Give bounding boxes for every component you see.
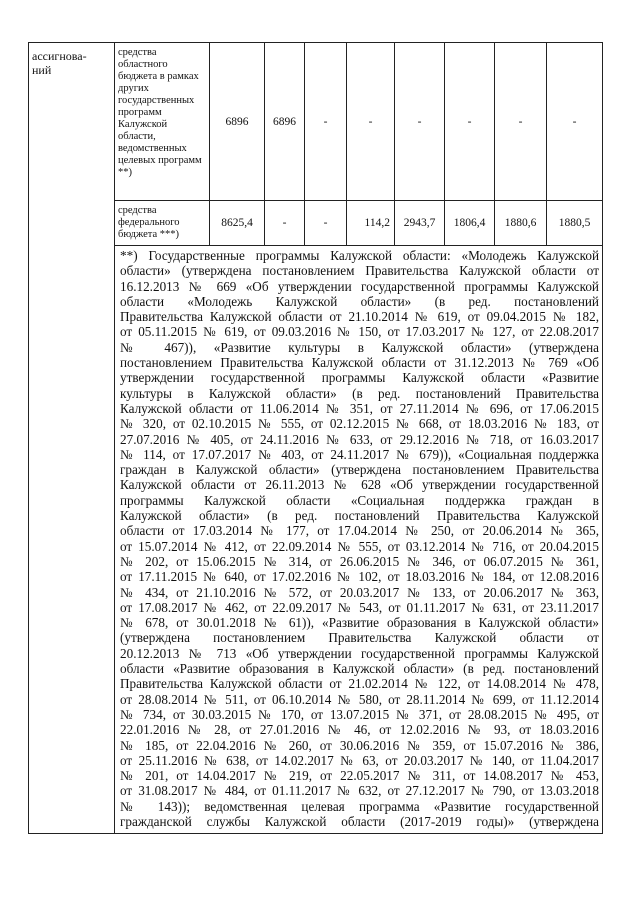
footnote-line: постановлением Правительства Калужской области от 31.12.2013 № 769 «Об bbox=[120, 355, 599, 371]
footnote-line: Правительства Калужской области от 21.02.2014 № 122, от 14.08.2014 № 478, bbox=[120, 676, 599, 692]
footnote-cell bbox=[115, 246, 603, 834]
cell-value: - bbox=[518, 115, 523, 128]
value-cell bbox=[547, 43, 603, 201]
footnote-line: № 202, от 15.06.2015 № 314, от 26.06.2015 № 346, от 06.07.2015 № 361, bbox=[120, 553, 599, 569]
footnote-line: области от 17.03.2014 № 177, от 17.04.2014 № 250, от 20.06.2014 № 365, bbox=[120, 523, 599, 539]
cell-value: - bbox=[323, 115, 328, 128]
value-cell bbox=[347, 201, 395, 246]
source-cell bbox=[115, 201, 210, 246]
footnote-line: области» (утверждена постановлением Правительства Калужской области от bbox=[120, 263, 599, 279]
cell-value: 1880,6 bbox=[504, 217, 537, 229]
footnote-line: утверждении государственной программы Калужской области «Развитие bbox=[120, 370, 599, 386]
cell-value: 1806,4 bbox=[453, 217, 486, 229]
cell-value: - bbox=[417, 115, 422, 128]
cell-value: 2943,7 bbox=[403, 217, 436, 229]
footnote-line: № 734, от 30.03.2015 № 170, от 13.07.2015 № 371, от 28.08.2015 № 495, от bbox=[120, 706, 599, 722]
cell-value: - bbox=[282, 217, 287, 229]
footnote-line: области «Молодежь Калужской области» (в ред. постановлений bbox=[120, 293, 599, 309]
footnote-line: № 201, от 14.04.2017 № 219, от 22.05.2017 № 311, от 14.08.2017 № 453, bbox=[120, 768, 599, 784]
allocations-label: ассигнова- ний bbox=[32, 49, 87, 77]
footnote-line: от 15.07.2014 № 412, от 22.09.2014 № 555, от 03.12.2014 № 716, от 20.04.2015 bbox=[120, 538, 599, 554]
footnote-line: **) Государственные программы Калужской области: «Молодежь Калужской bbox=[120, 248, 599, 263]
value-cell bbox=[395, 201, 445, 246]
footnote-line: культуры в Калужской области» (в ред. постановлений Правительства bbox=[120, 385, 599, 401]
footnote-line: области «Развитие образования в Калужской области» (в ред. постановлений bbox=[120, 661, 599, 677]
value-cell bbox=[305, 201, 347, 246]
footnote-line: (утверждена постановлением Правительства Калужской области от bbox=[120, 630, 599, 646]
footnote-line: от 28.08.2014 № 511, от 06.10.2014 № 580, от 28.11.2014 № 699, от 11.12.2014 bbox=[120, 691, 599, 707]
cell-value: 8625,4 bbox=[221, 217, 253, 229]
footnote-line: Калужской области от 11.06.2014 № 351, от 27.11.2014 № 696, от 17.06.2015 bbox=[120, 400, 599, 416]
value-cell bbox=[495, 43, 547, 201]
value-cell bbox=[547, 201, 603, 246]
table-row-federal-budget bbox=[29, 201, 603, 246]
source-cell bbox=[115, 43, 210, 201]
footnote-line: граждан в Калужской области» (утверждена постановлением Правительства bbox=[120, 462, 599, 478]
value-cell bbox=[265, 201, 305, 246]
footnote-line: от 31.08.2017 № 484, от 01.11.2017 № 632, от 27.12.2017 № 790, от 13.03.2018 bbox=[120, 783, 599, 799]
table-row-regional-budget bbox=[29, 43, 603, 201]
footnote-line: Правительства Калужской области от 21.10.2014 № 619, от 09.04.2015 № 182, bbox=[120, 309, 599, 325]
value-cell bbox=[395, 43, 445, 201]
footnote-text bbox=[120, 248, 599, 829]
footnote-line: № 467)), «Развитие культуры в Калужской области» (утверждена bbox=[120, 339, 599, 355]
cell-value: - bbox=[572, 115, 577, 128]
cell-value: 6896 bbox=[225, 115, 249, 128]
footnote-line: 16.12.2013 № 669 «Об утверждении государственной программы Калужской bbox=[120, 278, 599, 294]
cell-value: - bbox=[467, 115, 472, 128]
footnote-line: № 678, от 30.01.2018 № 61)), «Развитие образования в Калужской области» bbox=[120, 615, 599, 631]
document-page bbox=[28, 42, 602, 834]
footnote-line: Калужской области от 26.11.2013 № 628 «Об утверждении государственной bbox=[120, 477, 599, 493]
footnote-line: № 114, от 17.07.2017 № 403, от 24.11.2017 № 679)), «Социальная поддержка bbox=[120, 446, 599, 462]
cell-value: - bbox=[368, 115, 373, 128]
value-cell bbox=[445, 43, 495, 201]
value-cell bbox=[495, 201, 547, 246]
cell-value: 6896 bbox=[273, 115, 296, 128]
footnote-line: № 143)); ведомственная целевая программа «Развитие государственной bbox=[120, 798, 599, 814]
source-label: средства областного бюджета в рамках других государственных программ Калужской области, ведомственных целевых программ **) bbox=[118, 47, 202, 178]
footnote-line: 22.01.2016 № 28, от 27.01.2016 № 46, от 12.02.2016 № 93, от 18.03.2016 bbox=[120, 722, 599, 738]
footnote-line: 20.12.2013 № 713 «Об утверждении государственной программы Калужской bbox=[120, 645, 599, 661]
footnote-line: программы Калужской области «Социальная поддержка граждан в bbox=[120, 492, 599, 508]
footnote-line: № 185, от 22.04.2016 № 260, от 30.06.2016 № 359, от 15.07.2016 № 386, bbox=[120, 737, 599, 753]
value-cell bbox=[305, 43, 347, 201]
footnote-line: от 05.11.2015 № 619, от 09.03.2016 № 150, от 17.03.2017 № 127, от 22.08.2017 bbox=[120, 324, 599, 340]
value-cell bbox=[445, 201, 495, 246]
footnote-line: от 17.11.2015 № 640, от 17.02.2016 № 102, от 18.03.2016 № 184, от 12.08.2016 bbox=[120, 569, 599, 585]
footnote-line: гражданской службы Калужской области (2017-2019 годы)» (утверждена bbox=[120, 813, 599, 829]
value-cell bbox=[210, 201, 265, 246]
value-cell bbox=[347, 43, 395, 201]
allocations-header-cell bbox=[29, 43, 115, 834]
table-row-footnote bbox=[29, 246, 603, 834]
footnote-line: от 17.08.2017 № 462, от 22.09.2017 № 543, от 01.11.2017 № 631, от 23.11.2017 bbox=[120, 599, 599, 615]
cell-value: 114,2 bbox=[364, 217, 390, 229]
footnote-line: 27.07.2016 № 405, от 24.11.2016 № 633, от 29.12.2016 № 718, от 16.03.2017 bbox=[120, 431, 599, 447]
cell-value: - bbox=[323, 217, 328, 229]
footnote-line: № 434, от 21.10.2016 № 572, от 20.03.2017 № 133, от 20.06.2017 № 363, bbox=[120, 584, 599, 600]
value-cell bbox=[210, 43, 265, 201]
funding-table bbox=[28, 42, 603, 834]
value-cell bbox=[265, 43, 305, 201]
footnote-line: Калужской области» (в ред. постановлений Правительства Калужской bbox=[120, 508, 599, 524]
source-label: средства федерального бюджета ***) bbox=[118, 205, 180, 240]
footnote-line: от 25.11.2016 № 638, от 14.02.2017 № 63, от 20.03.2017 № 140, от 11.04.2017 bbox=[120, 752, 599, 768]
footnote-line: № 320, от 02.10.2015 № 555, от 02.12.2015 № 668, от 18.03.2016 № 183, от bbox=[120, 416, 599, 432]
cell-value: 1880,5 bbox=[558, 217, 591, 229]
